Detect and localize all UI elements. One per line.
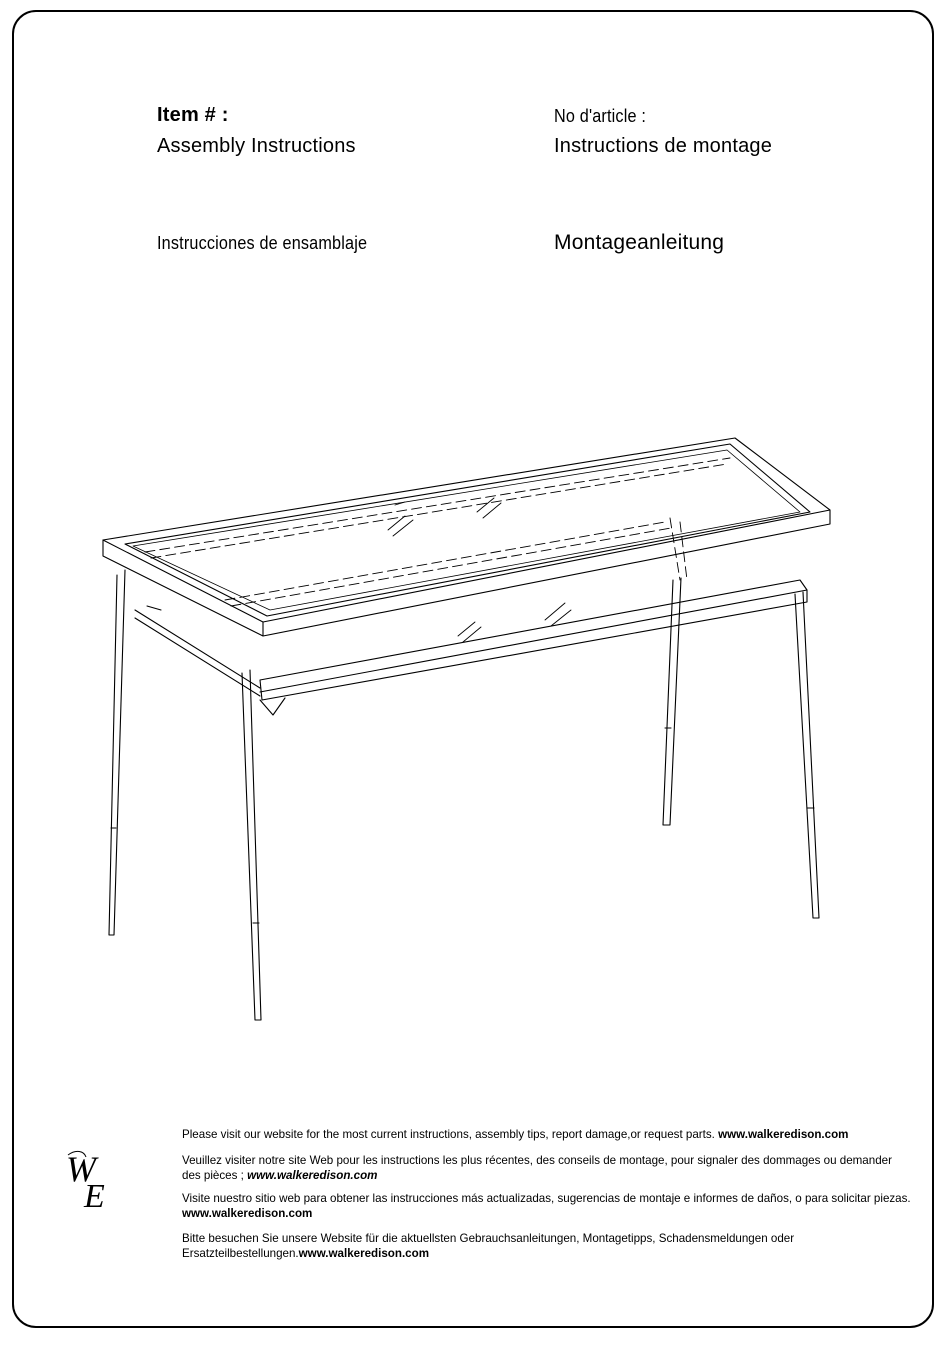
desk-illustration xyxy=(95,430,845,1040)
svg-text:W: W xyxy=(66,1149,96,1189)
footer-note-en xyxy=(182,1127,912,1142)
item-number-label-fr: No d'article : xyxy=(554,106,647,126)
footer-note-es xyxy=(182,1191,912,1221)
website-link-es[interactable]: www.walkeredison.com xyxy=(182,1207,313,1220)
footer-text-en: Please visit our website for the most current instructions, assembly tips, report damage,or request parts. xyxy=(182,1128,719,1141)
walker-edison-logo-icon xyxy=(62,1145,132,1215)
assembly-title-fr: Instructions de montage xyxy=(554,135,773,157)
item-number-label-en: Item # : xyxy=(157,104,229,126)
website-link-en[interactable]: www.walkeredison.com xyxy=(718,1128,849,1141)
footer-text-fr: Veuillez visiter notre site Web pour les instructions les plus récentes, des conseils de montage, pour signaler des dommages ou demander des pièces ; xyxy=(182,1154,892,1182)
desk-legs xyxy=(109,570,819,1020)
footer-note-de xyxy=(182,1231,912,1261)
assembly-title-de: Montageanleitung xyxy=(554,231,725,254)
website-link-de[interactable]: www.walkeredison.com xyxy=(298,1247,430,1260)
footer-note-fr xyxy=(182,1153,912,1183)
footer-text-es: Visite nuestro sitio web para obtener las instrucciones más actualizadas, sugerencias de montaje e informes de daños, o para solicitar piezas. xyxy=(182,1192,911,1205)
footer-text-de: Bitte besuchen Sie unsere Website für die aktuellsten Gebrauchsanleitungen, Montagetipps, Schadensmeldungen oder Ersatzteilbestellungen. xyxy=(182,1232,795,1260)
svg-text:E: E xyxy=(84,1178,105,1215)
website-link-fr[interactable]: www.walkeredison.com xyxy=(247,1169,378,1182)
assembly-title-en: Assembly Instructions xyxy=(157,135,356,157)
assembly-title-es: Instrucciones de ensamblaje xyxy=(157,233,368,253)
